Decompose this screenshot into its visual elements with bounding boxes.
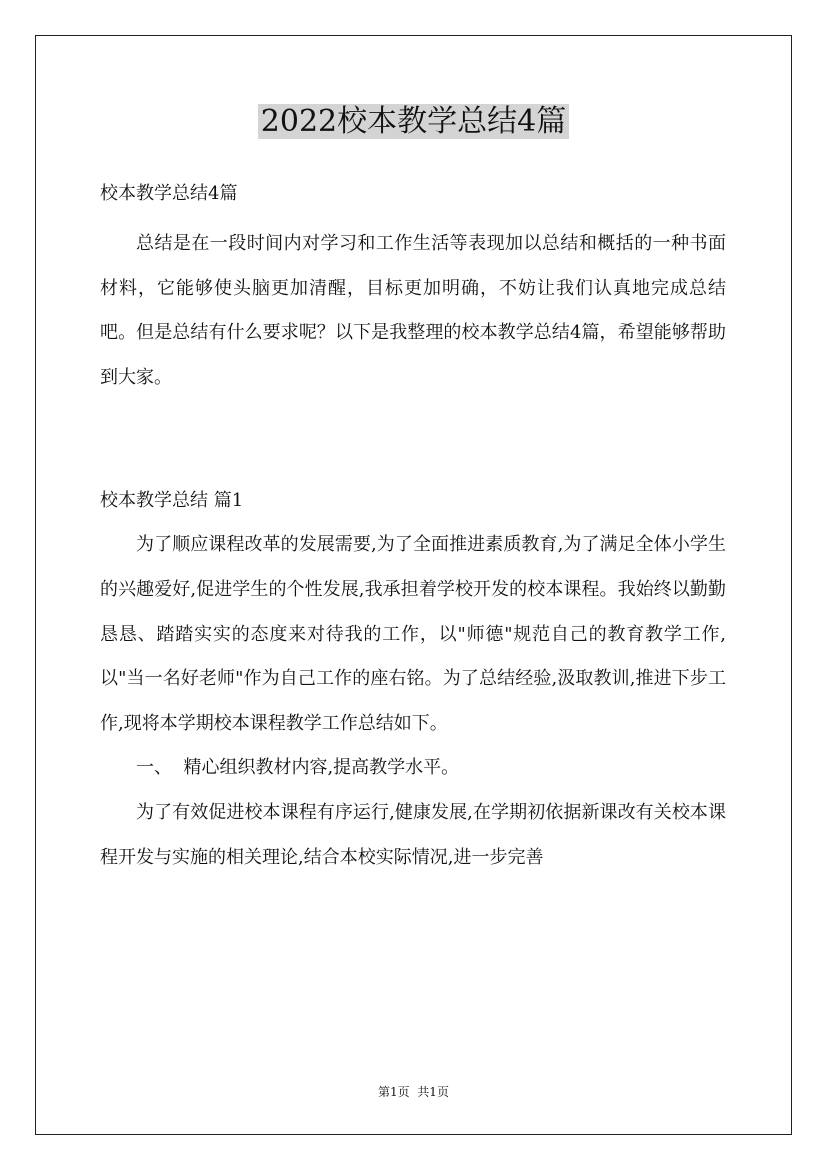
document-body [100,178,726,880]
document-subtitle: 校本教学总结4篇 [100,183,238,204]
numbered-list-item: 一、 精心组织教材内容,提高教学水平。 [136,757,460,779]
document-title-text: 2022校本教学总结4篇 [258,104,569,139]
body-paragraph-continued: 为了有效促进校本课程有序运行,健康发展,在学期初依据新课改有关校本课程开发与实施的相关理论,结合本校实际情况,进一步完善 [100,801,726,868]
document-title [0,100,827,144]
intro-paragraph: 总结是在一段时间内对学习和工作生活等表现加以总结和概括的一种书面材料，它能够使头脑更加清醒，目标更加明确，不妨让我们认真地完成总结吧。但是总结有什么要求呢？以下是我整理的校本教学总结4篇，希望能够帮助到大家。 [100,233,726,388]
section-heading: 校本教学总结 篇1 [100,490,244,512]
section-spacer [100,400,726,485]
page-footer: 第1页 共1页 [378,1085,449,1099]
body-paragraph: 为了顺应课程改革的发展需要,为了全面推进素质教育,为了满足全体小学生的兴趣爱好,促进学生的个性发展,我承担着学校开发的校本课程。我始终以勤勤恳恳、踏踏实实的态度来对待我的工作，以"师德"规范自己的教育教学工作,以"当一名好老师"作为自己工作的座右铭。为了总结经验,汲取教训,推进下步工作,现将本学期校本课程教学工作总结如下。 [100,534,726,734]
